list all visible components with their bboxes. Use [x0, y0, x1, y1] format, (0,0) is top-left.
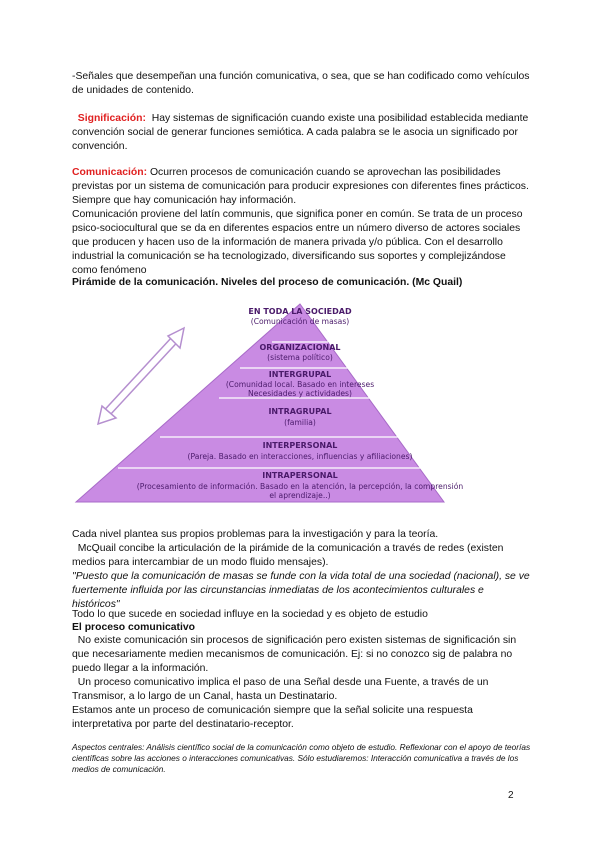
pyramid-level-description: (Procesamiento de información. Basado en la atención, la percepción, la comprensión — [136, 482, 464, 491]
communication-pyramid-diagram — [70, 298, 530, 518]
paragraph-sociedad: Todo lo que sucede en sociedad influye en la sociedad y es objeto de estudio — [72, 609, 428, 620]
heading-pyramid: Pirámide de la comunicación. Niveles del proceso de comunicación. (Mc Quail) — [72, 277, 463, 288]
label-significacion: Significación: — [77, 113, 146, 124]
quote-mcquail: "Puesto que la comunicación de masas se funde con la vida total de una sociedad (nacional), se ve fuertemente influida por las circunstancias inmediatas de los acontecimientos culturales e históricos" — [72, 571, 530, 610]
paragraph-significacion — [72, 112, 532, 154]
pyramid-level-description: (Pareja. Basado en interacciones, influencias y afiliaciones) — [187, 452, 413, 461]
double-arrow-icon — [98, 328, 184, 424]
footnote-aspectos: Aspectos centrales: Análisis científico social de la comunicación como objeto de estudio. Reflexionar con el apoyo de teorías científicas sobre las acciones o interacciones comunicativas. Sólo estudiaremos: Interacción comunicativa a través de los medios de comunicación. — [72, 742, 531, 774]
text-proceso: Un proceso comunicativo implica el paso de una Señal desde una Fuente, a través de un Transmisor, a lo largo de un Canal, hasta un Destinatario. — [72, 677, 489, 702]
paragraph-comunicacion — [72, 166, 532, 208]
paragraph-mcquail — [72, 542, 532, 570]
pyramid-level-title: INTERPERSONAL — [262, 441, 338, 450]
pyramid-level-title: INTRAGRUPAL — [268, 407, 332, 416]
label-comunicacion: Comunicación: — [72, 167, 148, 178]
paragraph-signals: -Señales que desempeñan una función comunicativa, o sea, que se han codificado como vehículos de unidades de contenido. — [72, 71, 530, 96]
pyramid-level-description: el aprendizaje..) — [269, 491, 331, 500]
pyramid-level-description: (sistema político) — [267, 353, 333, 362]
text-significacion: Hay sistemas de significación cuando existe una posibilidad establecida mediante convención social de generar funciones semiótica. A cada palabra se le asocia un significado por convención. — [72, 113, 529, 152]
paragraph-no-existe — [72, 634, 532, 676]
pyramid-level-description: (Comunidad local. Basado en intereses — [225, 380, 375, 389]
pyramid-level-title: INTRAPERSONAL — [262, 471, 338, 480]
paragraph-proceso — [72, 676, 532, 704]
pyramid-shape — [76, 304, 444, 502]
page-number: 2 — [508, 790, 514, 801]
pyramid-level-description: (Comunicación de masas) — [250, 317, 350, 326]
heading-process: El proceso comunicativo — [72, 622, 195, 633]
text-comunicacion: Ocurren procesos de comunicación cuando se aprovechan las posibilidades previstas por un sistema de comunicación para producir expresiones con diferentes fines prácticos. Siempre que hay comunicación hay información. — [72, 167, 529, 206]
pyramid-level-title: EN TODA LA SOCIEDAD — [248, 307, 352, 316]
paragraph-cada-nivel: Cada nivel plantea sus propios problemas para la investigación y para la teoría. — [72, 529, 439, 540]
pyramid-level-description: (familia) — [284, 418, 316, 427]
pyramid-level-title: ORGANIZACIONAL — [259, 343, 341, 352]
text-mcquail: McQuail concibe la articulación de la pirámide de la comunicación a través de redes (existen medios para intercambiar de un modo fluido mensajes). — [72, 543, 504, 568]
paragraph-estamos: Estamos ante un proceso de comunicación siempre que la señal solicite una respuesta interpretativa por parte del destinatario-receptor. — [72, 705, 473, 730]
paragraph-communis: Comunicación proviene del latín communis, que significa poner en común. Se trata de un proceso psico-sociocultural que se da en diferentes espacios entre un número diverso de actores sociales que producen y hacen uso de la información de manera privada y/o pública. Con el desarrollo industrial la comunicación se ha tecnologizado, diversificando sus soportes y complejizándose como fenómeno — [72, 209, 523, 276]
pyramid-level-title: INTERGRUPAL — [268, 370, 332, 379]
text-no-existe: No existe comunicación sin procesos de significación pero existen sistemas de significación sin que necesariamente medien mecanismos de comunicación. Ej: si no conozco sig de palabra no puedo llegar a la información. — [72, 635, 517, 674]
pyramid-level-description: Necesidades y actividades) — [248, 389, 352, 398]
